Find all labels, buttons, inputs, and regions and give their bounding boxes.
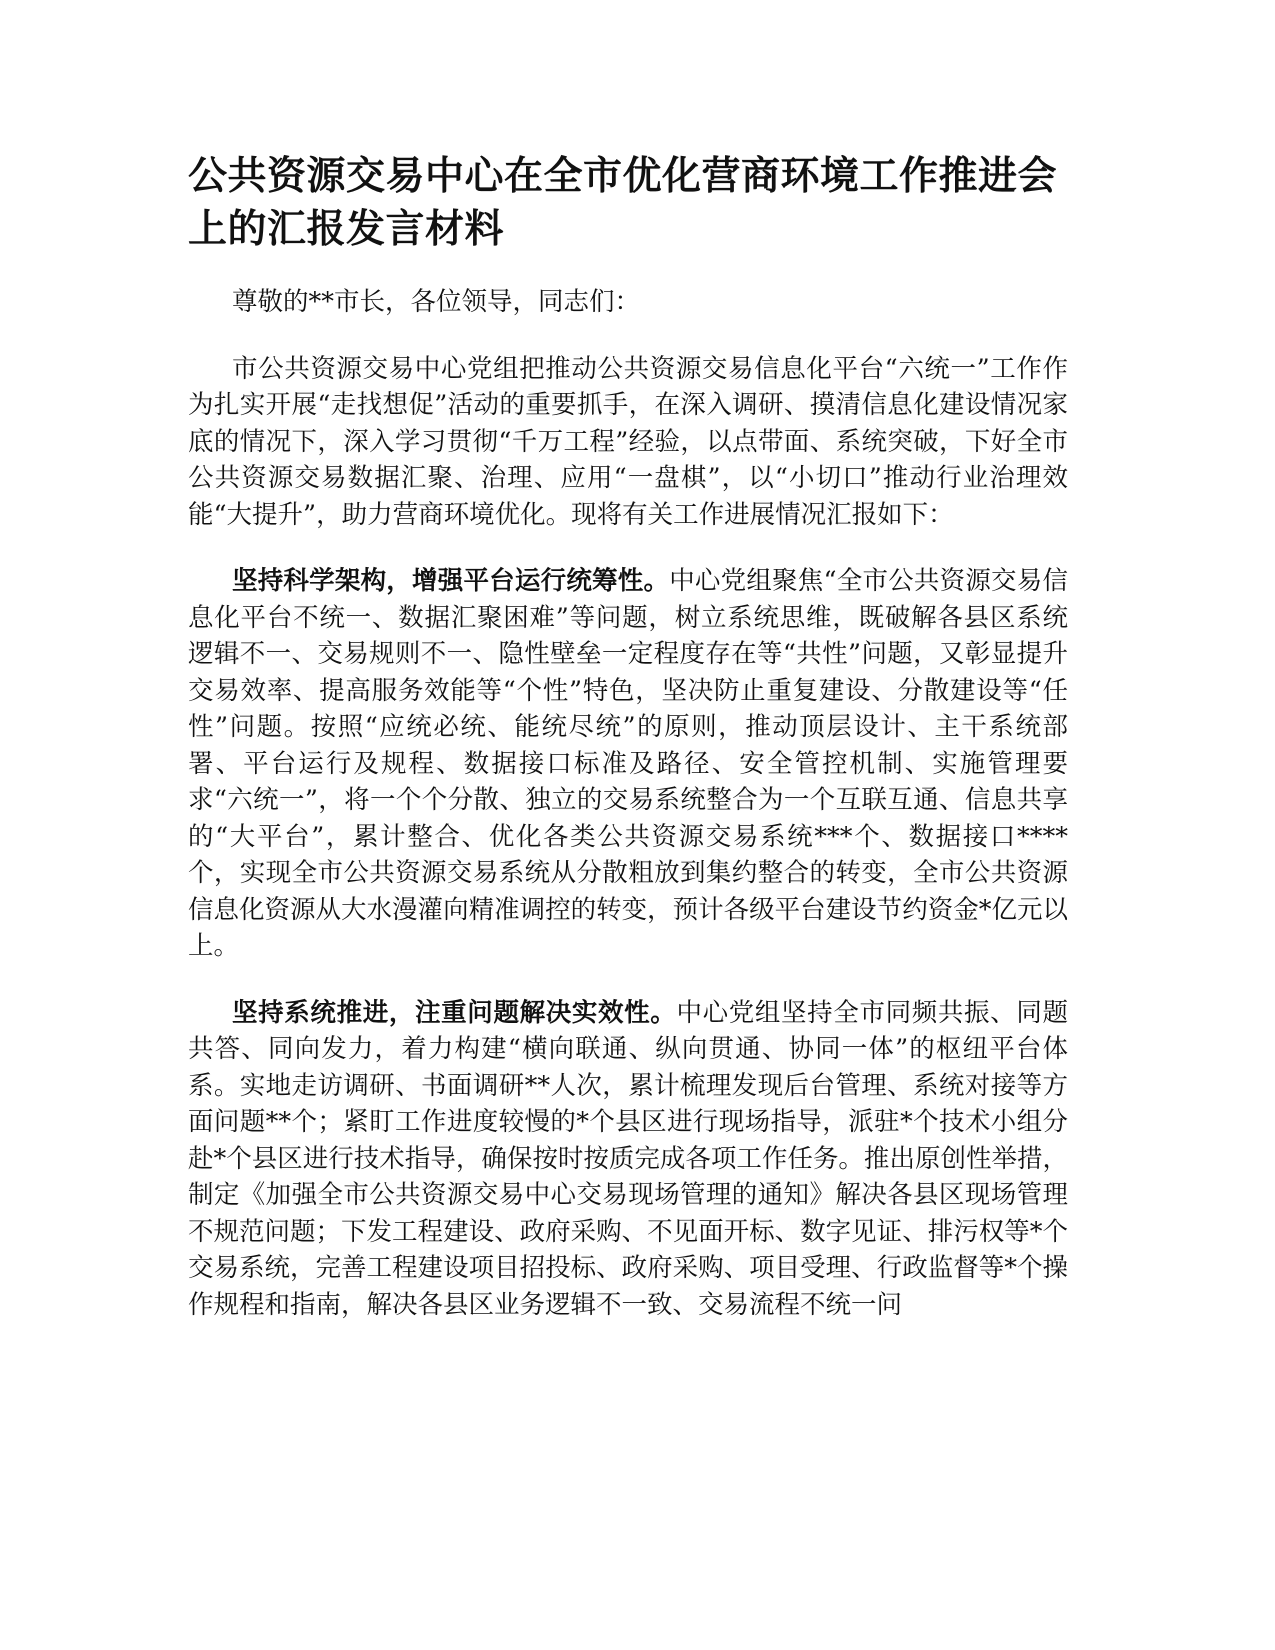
section-paragraph-1 — [188, 563, 1068, 965]
salutation: 尊敬的**市长，各位领导，同志们： — [232, 287, 641, 317]
section-heading-1: 坚持科学架构，增强平台运行统筹性。 — [232, 566, 670, 596]
section-body-1: 中心党组聚焦“全市公共资源交易信息化平台不统一、数据汇聚困难”等问题，树立系统思维，既破解各县区系统逻辑不一、交易规则不一、隐性壁垒一定程度存在等“共性”问题，又彰显提升交易效率、提高服务效能等“个性”特色，坚决防止重复建设、分散建设等“任性”问题。按照“应统必统、能统尽统”的原则，推动顶层设计、主干系统部署、平台运行及规程、数据接口标准及路径、安全管控机制、实施管理要求“六统一”，将一个个分散、独立的交易系统整合为一个互联互通、信息共享的“大平台”，累计整合、优化各类公共资源交易系统***个、数据接口****个，实现全市公共资源交易系统从分散粗放到集约整合的转变，全市公共资源信息化资源从大水漫灌向精准调控的转变，预计各级平台建设节约资金*亿元以上。 — [188, 566, 1068, 961]
intro-paragraph: 市公共资源交易中心党组把推动公共资源交易信息化平台“六统一”工作作为扎实开展“走找想促”活动的重要抓手，在深入调研、摸清信息化建设情况家底的情况下，深入学习贯彻“千万工程”经验，以点带面、系统突破，下好全市公共资源交易数据汇聚、治理、应用“一盘棋”，以“小切口”推动行业治理效能“大提升”，助力营商环境优化。现将有关工作进展情况汇报如下： — [188, 353, 1068, 530]
section-heading-2: 坚持系统推进，注重问题解决实效性。 — [232, 997, 677, 1028]
document-title: 公共资源交易中心在全市优化营商环境工作推进会上的汇报发言材料 — [188, 154, 1058, 252]
section-paragraph-2 — [188, 995, 1068, 1324]
section-body-2: 中心党组坚持全市同频共振、同题共答、同向发力，着力构建“横向联通、纵向贯通、协同一体”的枢纽平台体系。实地走访调研、书面调研**人次，累计梳理发现后台管理、系统对接等方面问题**个；紧盯工作进度较慢的*个县区进行现场指导，派驻*个技术小组分赴*个县区进行技术指导，确保按时按质完成各项工作任务。推出原创性举措，制定《加强全市公共资源交易中心交易现场管理的通知》解决各县区现场管理不规范问题；下发工程建设、政府采购、不见面开标、数字见证、排污权等*个交易系统，完善工程建设项目招投标、政府采购、项目受理、行政监督等*个操作规程和指南，解决各县区业务逻辑不一致、交易流程不统一问 — [188, 997, 1068, 1320]
document-page — [188, 150, 1068, 1353]
